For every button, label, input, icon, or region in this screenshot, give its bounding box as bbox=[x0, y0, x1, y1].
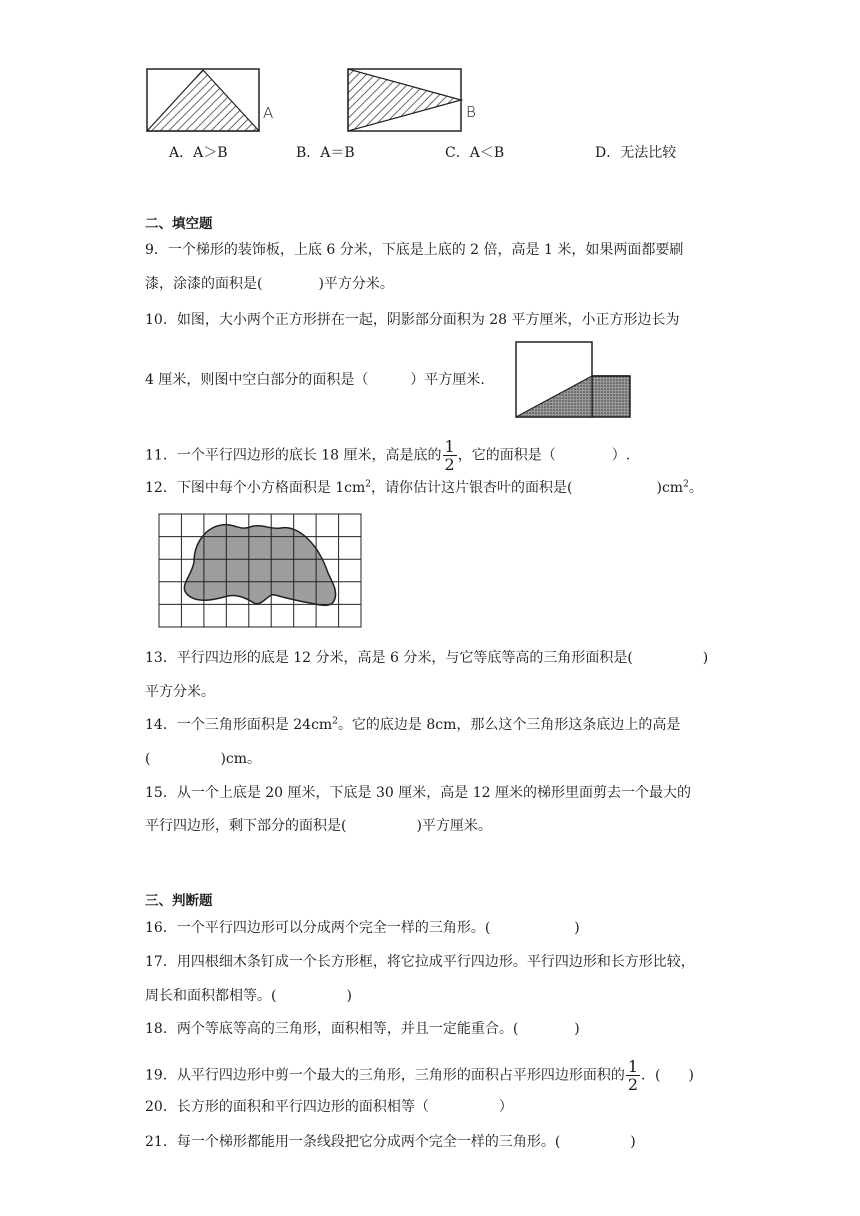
question-19-tail: ．( ) bbox=[641, 1067, 694, 1084]
question-17-line2: 周长和面积都相等。( ) bbox=[145, 988, 352, 1004]
question-9-line2: 漆，涂漆的面积是( )平方分米。 bbox=[145, 276, 394, 292]
question-20: 20．长方形的面积和平行四边形的面积相等（ ） bbox=[145, 1099, 513, 1115]
question-11 bbox=[145, 438, 630, 473]
section-title-true-false: 三、判断题 bbox=[145, 893, 213, 909]
question-19-text: 19．从平行四边形中剪一个最大的三角形，三角形的面积占平形四边形面积的 bbox=[145, 1067, 625, 1084]
option-a[interactable]: A．A＞B bbox=[169, 145, 228, 161]
fraction-numerator: 1 bbox=[627, 1057, 638, 1076]
question-10-line2: 4 厘米，则图中空白部分的面积是（ ）平方厘米. bbox=[145, 372, 485, 388]
option-c[interactable]: C．A＜B bbox=[445, 145, 505, 161]
unit-superscript: 2 bbox=[365, 479, 372, 490]
question-18-text: 18．两个等底等高的三角形，面积相等，并且一定能重合。( ) bbox=[145, 1021, 580, 1037]
question-14-line2: ( )cm。 bbox=[145, 751, 262, 767]
question-15-line2: 平行四边形，剩下部分的面积是( )平方厘米。 bbox=[145, 818, 492, 834]
option-b[interactable]: B．A＝B bbox=[296, 145, 355, 161]
option-d[interactable]: D．无法比较 bbox=[595, 145, 677, 161]
figure-b-label: B bbox=[466, 103, 476, 121]
figure-a-rect-triangle bbox=[146, 68, 260, 132]
question-12-mid: ，请你估计这片银杏叶的面积是( )cm bbox=[371, 480, 684, 496]
fraction-half bbox=[443, 438, 457, 473]
question-14-tail: 。它的底边是 8cm，那么这个三角形这条底边上的高是 bbox=[337, 717, 681, 733]
question-16: 16．一个平行四边形可以分成两个完全一样的三角形。( ) bbox=[145, 920, 580, 936]
question-17-line1: 17．用四根细木条钉成一个长方形框，将它拉成平行四边形。平行四边形和长方形比较， bbox=[145, 954, 695, 970]
question-13-line2: 平方分米。 bbox=[145, 684, 215, 700]
question-12 bbox=[145, 478, 703, 498]
figure-two-squares bbox=[514, 340, 634, 420]
question-14-line1 bbox=[145, 715, 680, 735]
fraction-numerator: 1 bbox=[444, 437, 455, 456]
question-13-line1: 13．平行四边形的底是 12 分米，高是 6 分米，与它等底等高的三角形面积是( ) bbox=[145, 650, 709, 666]
figure-b-rect-triangle bbox=[347, 68, 463, 132]
question-12-text: 12．下图中每个小方格面积是 1cm bbox=[145, 480, 366, 496]
fraction-half bbox=[626, 1058, 640, 1093]
question-11-text: 11．一个平行四边形的底长 18 厘米，高是底的 bbox=[145, 447, 442, 464]
question-12-end: 。 bbox=[688, 480, 703, 496]
section-title-fill-blank: 二、填空题 bbox=[145, 216, 213, 232]
question-11-tail: ，它的面积是（ ）. bbox=[457, 447, 631, 464]
question-15-line1: 15．从一个上底是 20 厘米，下底是 30 厘米，高是 12 厘米的梯形里面剪去一个最大的 bbox=[145, 785, 691, 801]
fraction-denominator: 2 bbox=[627, 1075, 638, 1094]
question-19 bbox=[145, 1058, 694, 1093]
unit-superscript: 2 bbox=[332, 716, 338, 727]
figure-ginkgo-leaf-grid bbox=[158, 513, 362, 629]
question-9-line1: 9．一个梯形的装饰板，上底 6 分米，下底是上底的 2 倍，高是 1 米，如果两面都要刷 bbox=[145, 242, 684, 258]
fraction-denominator: 2 bbox=[444, 455, 455, 474]
unit-superscript: 2 bbox=[683, 479, 689, 490]
figure-a-label: A bbox=[263, 104, 274, 122]
question-14-text: 14．一个三角形面积是 24cm bbox=[145, 717, 333, 733]
question-21: 21．每一个梯形都能用一条线段把它分成两个完全一样的三角形。( ) bbox=[145, 1134, 636, 1150]
question-10-line1: 10．如图，大小两个正方形拼在一起，阴影部分面积为 28 平方厘米，小正方形边长为 bbox=[145, 312, 680, 328]
